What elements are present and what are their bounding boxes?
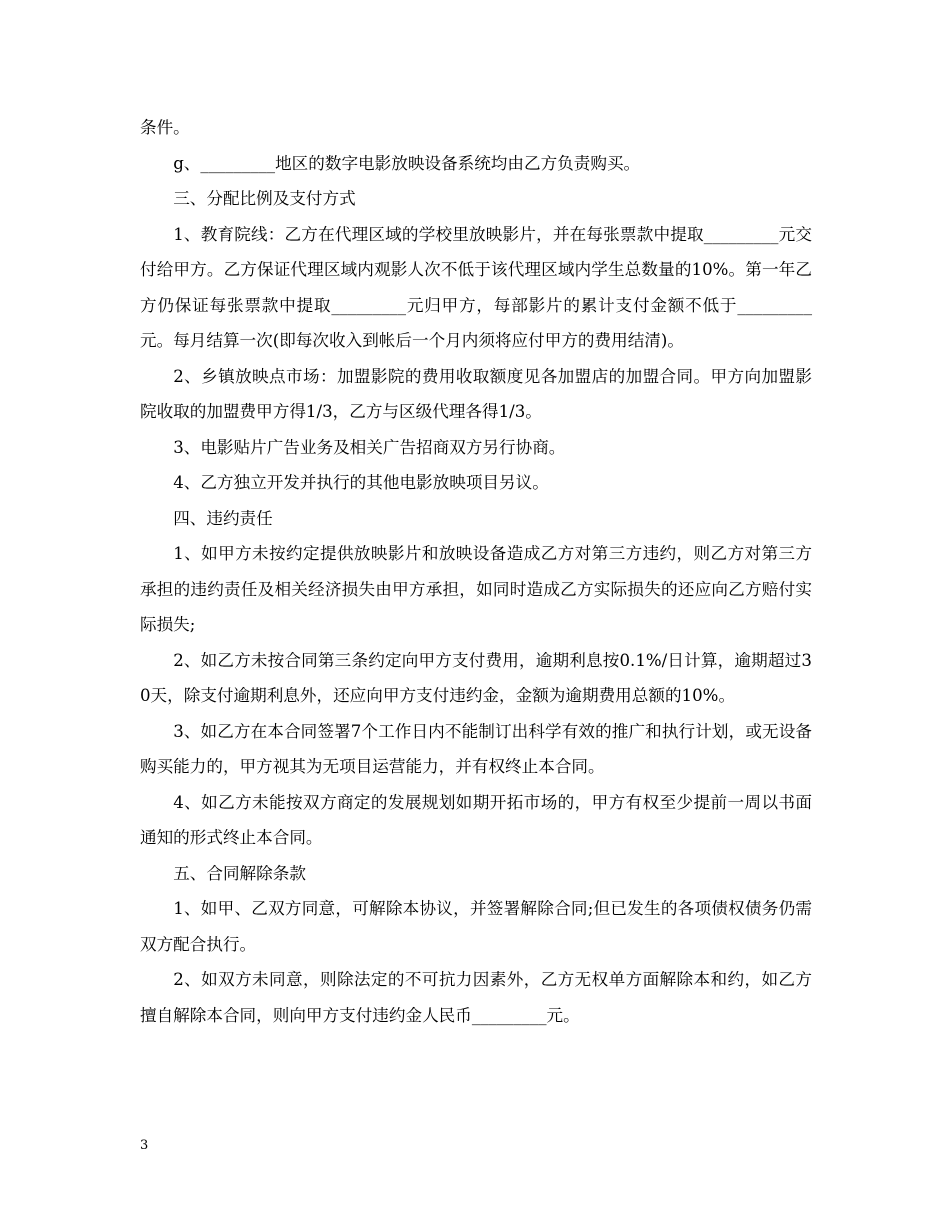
paragraph-liability-1: 1、如甲方未按约定提供放映影片和放映设备造成乙方对第三方违约，则乙方对第三方承担的违约责任及相关经济损失由甲方承担，如同时造成乙方实际损失的还应向乙方赔付实际损失; <box>140 544 812 634</box>
paragraph-liability-4: 4、如乙方未能按双方商定的发展规划如期开拓市场的，甲方有权至少提前一周以书面通知的形式终止本合同。 <box>140 792 812 847</box>
page-number: 3 <box>140 1138 149 1153</box>
document-body <box>140 110 812 1033</box>
paragraph-township-market: 2、乡镇放映点市场：加盟影院的费用收取额度见各加盟店的加盟合同。甲方向加盟影院收取的加盟费甲方得1/3，乙方与区级代理各得1/3。 <box>140 366 812 421</box>
paragraph-continuation: 条件。 <box>140 118 190 137</box>
paragraph-other-projects: 4、乙方独立开发并执行的其他电影放映项目另议。 <box>173 473 549 492</box>
section-heading-distribution: 三、分配比例及支付方式 <box>173 189 356 208</box>
paragraph-termination-1: 1、如甲、乙双方同意，可解除本协议，并签署解除合同;但已发生的各项债权债务仍需双方配合执行。 <box>140 899 812 954</box>
paragraph-item-g: g、_________地区的数字电影放映设备系统均由乙方负责购买。 <box>173 153 641 173</box>
paragraph-advertising: 3、电影贴片广告业务及相关广告招商双方另行协商。 <box>173 437 566 457</box>
paragraph-liability-3: 3、如乙方在本合同签署7个工作日内不能制订出科学有效的推广和执行计划，或无设备购买能力的，甲方视其为无项目运营能力，并有权终止本合同。 <box>140 721 812 776</box>
paragraph-liability-2: 2、如乙方未按合同第三条约定向甲方支付费用，逾期利息按0.1%/日计算，逾期超过30天，除支付逾期利息外，还应向甲方支付违约金，金额为逾期费用总额的10%。 <box>140 650 812 705</box>
paragraph-education-line: 1、教育院线：乙方在代理区域的学校里放映影片，并在每张票款中提取_________元交付给甲方。乙方保证代理区域内观影人次不低于该代理区域内学生总数量的10%。第一年乙方仍保证每张票款中提取_________元归甲方，每部影片的累计支付金额不低于_________元。每月结算一次(即每次收入到帐后一个月内须将应付甲方的费用结清)。 <box>140 224 812 350</box>
section-heading-liability: 四、违约责任 <box>173 508 273 528</box>
paragraph-termination-2: 2、如双方未同意，则除法定的不可抗力因素外，乙方无权单方面解除本和约，如乙方擅自解除本合同，则向甲方支付违约金人民币_________元。 <box>140 970 812 1025</box>
section-heading-termination: 五、合同解除条款 <box>173 863 306 883</box>
